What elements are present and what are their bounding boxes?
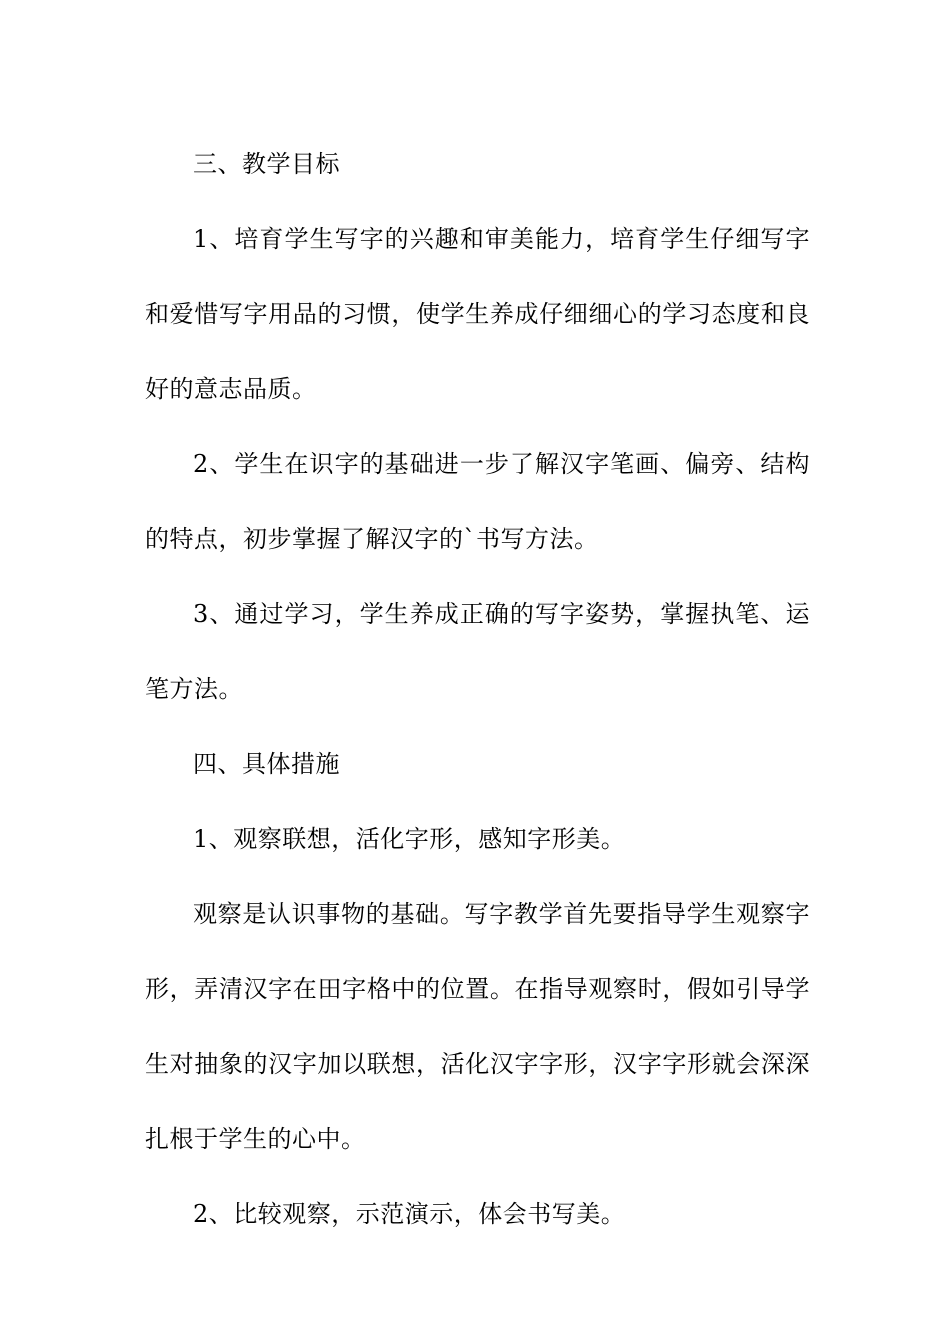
measure-item-2: 2、比较观察，示范演示，体会书写美。 [193, 1200, 626, 1228]
section-heading-measures: 四、具体措施 [193, 750, 340, 778]
goal-item-2: 2、学生在识字的基础进一步了解汉字笔画、偏旁、结构的特点，初步掌握了解汉字的`书写方法。 [145, 450, 810, 553]
document-body [145, 127, 810, 1252]
measure-1-body: 观察是认识事物的基础。写字教学首先要指导学生观察字形，弄清汉字在田字格中的位置。在指导观察时，假如引导学生对抽象的汉字加以联想，活化汉字字形，汉字字形就会深深扎根于学生的心中。 [145, 900, 810, 1153]
goal-item-3: 3、通过学习，学生养成正确的写字姿势，掌握执笔、运笔方法。 [145, 600, 810, 703]
goal-item-1: 1、培育学生写字的兴趣和审美能力，培育学生仔细写字和爱惜写字用品的习惯，使学生养成仔细细心的学习态度和良好的意志品质。 [145, 225, 810, 403]
measure-item-1: 1、观察联想，活化字形，感知字形美。 [193, 825, 626, 853]
section-heading-teaching-goals: 三、教学目标 [193, 150, 340, 178]
